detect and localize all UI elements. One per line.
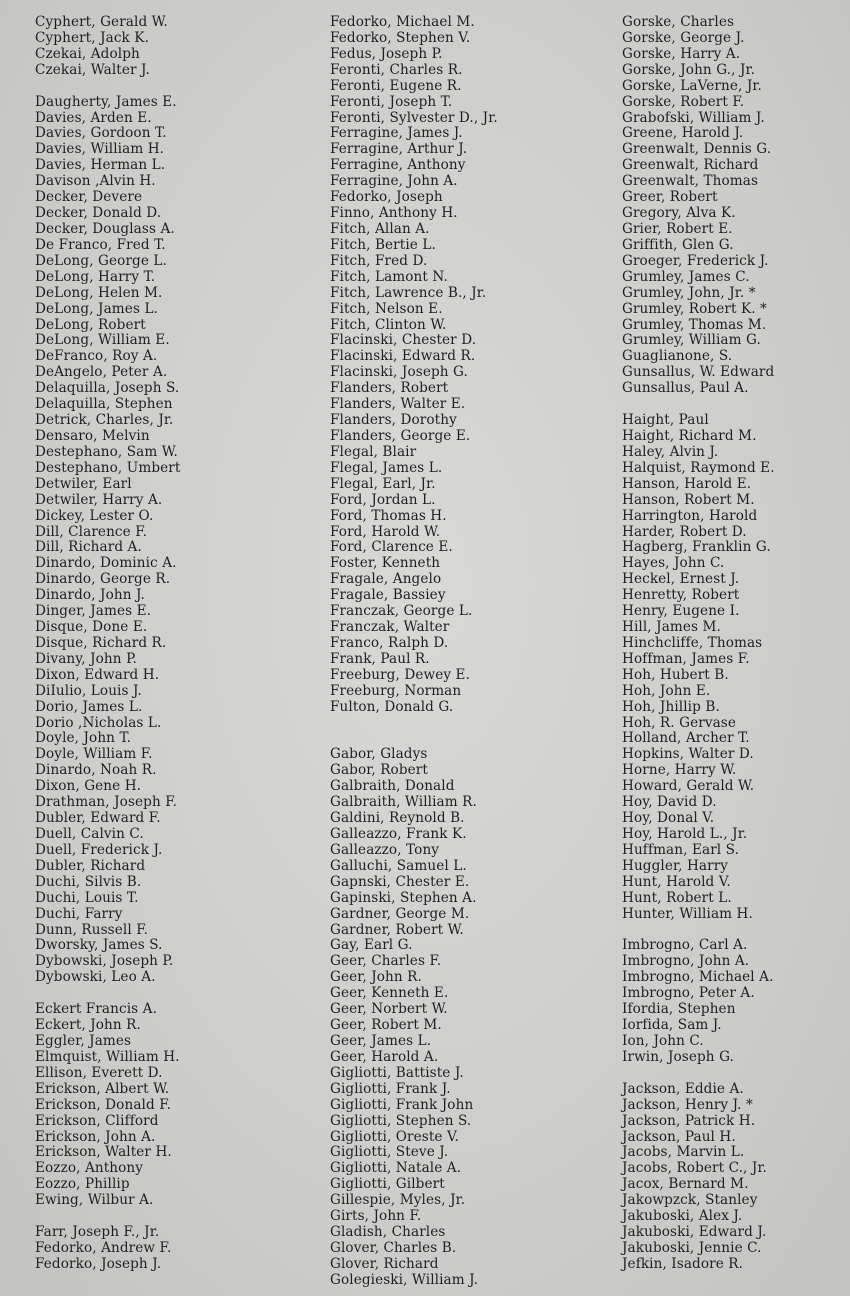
name-entry: Haight, Paul: [622, 412, 709, 429]
name-entry: Fitch, Lawrence B., Jr.: [330, 284, 487, 301]
name-entry: Decker, Donald D.: [35, 205, 162, 222]
name-entry: Gigliotti, Battiste J.: [330, 1064, 464, 1081]
name-entry: Franczak, Walter: [330, 619, 450, 636]
section-gap: [622, 1066, 775, 1082]
name-entry: Gorske, Charles: [622, 14, 735, 30]
name-entry: Hunter, William H.: [622, 905, 753, 922]
name-entry: De Franco, Fred T.: [35, 236, 166, 253]
name-entry: Eozzo, Anthony: [35, 1160, 144, 1177]
name-entry: Czekai, Walter J.: [35, 61, 150, 78]
name-entry: Geer, Charles F.: [330, 953, 442, 970]
name-entry: DeLong, James L.: [35, 300, 158, 317]
section-gap: [330, 716, 498, 732]
name-entry: Galdini, Reynold B.: [330, 810, 465, 827]
section-gap: [35, 79, 180, 95]
name-entry: Halquist, Raymond E.: [622, 459, 775, 476]
name-entry: Groeger, Frederick J.: [622, 252, 769, 269]
name-entry: Greer, Robert: [622, 189, 718, 206]
name-column-3: [622, 15, 775, 1273]
name-entry: Flegal, James L.: [330, 459, 443, 476]
name-entry: Gigliotti, Frank John: [330, 1096, 474, 1113]
name-entry: Foster, Kenneth: [330, 555, 441, 572]
name-entry: Dorio ,Nicholas L.: [35, 714, 162, 731]
name-entry: Galleazzo, Frank K.: [330, 826, 467, 843]
name-entry: Flanders, Robert: [330, 380, 449, 397]
name-entry: Ion, John C.: [622, 1033, 704, 1049]
name-entry: Flacinski, Joseph G.: [330, 364, 468, 381]
name-entry: Henretty, Robert: [622, 587, 740, 604]
name-entry: Disque, Richard R.: [35, 634, 167, 651]
name-entry: Franczak, George L.: [330, 603, 473, 620]
name-entry: Galbraith, Donald: [330, 778, 455, 795]
name-entry: Dinardo, John J.: [35, 587, 145, 604]
name-entry: Erickson, Walter H.: [35, 1144, 172, 1161]
name-entry: Ford, Jordan L.: [330, 491, 436, 508]
name-entry: Gregory, Alva K.: [622, 205, 736, 222]
name-entry: Jakuboski, Alex J.: [622, 1208, 743, 1225]
name-entry: Horne, Harry W.: [622, 762, 737, 779]
name-entry: Jacobs, Marvin L.: [622, 1144, 745, 1161]
name-entry: Grier, Robert E.: [622, 220, 733, 237]
name-entry: DiIulio, Louis J.: [35, 682, 142, 699]
section-gap: [622, 397, 775, 413]
name-entry: Gardner, Robert W.: [330, 921, 464, 938]
name-entry: Gabor, Robert: [330, 762, 428, 779]
name-entry: Hanson, Harold E.: [622, 475, 752, 492]
name-entry: Ferragine, Arthur J.: [330, 141, 468, 158]
name-entry: Fitch, Nelson E.: [330, 300, 443, 317]
name-entry: Flanders, Walter E.: [330, 396, 466, 413]
name-entry: Dixon, Edward H.: [35, 666, 160, 683]
name-entry: Dubler, Edward F.: [35, 810, 161, 827]
name-entry: Hanson, Robert M.: [622, 491, 755, 508]
name-entry: Duell, Calvin C.: [35, 826, 144, 843]
name-entry: Fedorko, Joseph: [330, 189, 443, 206]
name-entry: Davies, Arden E.: [35, 109, 152, 126]
name-entry: Grumley, James C.: [622, 268, 750, 285]
name-entry: Gigliotti, Steve J.: [330, 1144, 449, 1161]
name-entry: Hoffman, James F.: [622, 650, 750, 667]
name-entry: Harrington, Harold: [622, 507, 758, 524]
name-entry: Ferragine, Anthony: [330, 157, 466, 174]
name-entry: Davies, Herman L.: [35, 157, 166, 174]
name-entry: Fitch, Clinton W.: [330, 316, 447, 333]
name-entry: Doyle, John T.: [35, 730, 132, 747]
name-entry: Hill, James M.: [622, 619, 721, 636]
name-entry: Gorske, John G., Jr.: [622, 61, 756, 78]
name-entry: Flanders, George E.: [330, 427, 471, 444]
name-entry: Detwiler, Harry A.: [35, 491, 163, 508]
name-entry: Grumley, Robert K. *: [622, 300, 767, 317]
name-entry: Hopkins, Walter D.: [622, 746, 754, 763]
name-entry: Fitch, Bertie L.: [330, 236, 436, 253]
name-entry: Freeburg, Norman: [330, 682, 462, 699]
name-entry: Greenwalt, Dennis G.: [622, 141, 772, 158]
name-entry: Decker, Douglass A.: [35, 220, 175, 237]
name-entry: Ellison, Everett D.: [35, 1064, 163, 1081]
name-entry: Gardner, George M.: [330, 905, 470, 922]
name-entry: Dybowski, Joseph P.: [35, 953, 174, 970]
name-entry: Jacox, Bernard M.: [622, 1176, 749, 1193]
name-entry: Elmquist, William H.: [35, 1048, 180, 1065]
name-entry: Dinardo, George R.: [35, 571, 171, 588]
name-entry: Howard, Gerald W.: [622, 778, 755, 795]
name-entry: Harder, Robert D.: [622, 523, 747, 540]
name-entry: Daugherty, James E.: [35, 93, 177, 110]
name-entry: Galleazzo, Tony: [330, 841, 440, 858]
name-entry: Gigliotti, Stephen S.: [330, 1112, 472, 1129]
name-entry: Delaquilla, Stephen: [35, 396, 173, 413]
name-entry: Duell, Frederick J.: [35, 841, 163, 858]
name-entry: Gigliotti, Oreste V.: [330, 1128, 459, 1145]
name-entry: Gabor, Gladys: [330, 746, 428, 763]
name-entry: Grumley, Thomas M.: [622, 316, 767, 333]
name-entry: Dubler, Richard: [35, 857, 146, 874]
name-entry: Fitch, Fred D.: [330, 252, 428, 269]
name-list: [330, 15, 498, 1289]
name-entry: DeLong, George L.: [35, 252, 167, 269]
name-entry: Farr, Joseph F., Jr.: [35, 1224, 160, 1241]
name-entry: Fitch, Lamont N.: [330, 268, 448, 285]
name-entry: Gigliotti, Gilbert: [330, 1176, 445, 1193]
name-entry: Erickson, John A.: [35, 1128, 156, 1145]
name-entry: Doyle, William F.: [35, 746, 153, 763]
name-entry: Gorske, Harry A.: [622, 45, 741, 62]
name-entry: Decker, Devere: [35, 189, 143, 206]
name-entry: Drathman, Joseph F.: [35, 794, 178, 811]
name-entry: Hayes, John C.: [622, 555, 725, 572]
name-entry: Gorske, George J.: [622, 29, 745, 46]
name-entry: Imbrogno, Michael A.: [622, 969, 774, 986]
name-entry: Delaquilla, Joseph S.: [35, 380, 180, 397]
name-entry: Dill, Richard A.: [35, 539, 142, 556]
name-entry: Destephano, Sam W.: [35, 443, 178, 460]
name-entry: Feronti, Eugene R.: [330, 77, 462, 94]
name-entry: Ferragine, James J.: [330, 125, 463, 142]
name-entry: Geer, James L.: [330, 1033, 432, 1049]
name-entry: Hoy, Harold L., Jr.: [622, 826, 748, 843]
name-entry: Freeburg, Dewey E.: [330, 666, 470, 683]
name-entry: Jakuboski, Edward J.: [622, 1224, 767, 1241]
name-entry: Duchi, Silvis B.: [35, 873, 142, 890]
name-column-2: [330, 15, 498, 1289]
name-entry: Ford, Thomas H.: [330, 507, 447, 524]
name-entry: Fragale, Angelo: [330, 571, 442, 588]
name-entry: Fedus, Joseph P.: [330, 45, 443, 62]
name-entry: Galbraith, William R.: [330, 794, 477, 811]
name-entry: Iorfida, Sam J.: [622, 1017, 722, 1034]
name-entry: Glover, Charles B.: [330, 1239, 457, 1256]
name-entry: Hinchcliffe, Thomas: [622, 634, 763, 651]
name-list: [622, 15, 775, 1273]
name-entry: Fitch, Allan A.: [330, 220, 430, 237]
name-entry: Feronti, Sylvester D., Jr.: [330, 109, 498, 126]
name-entry: Erickson, Clifford: [35, 1112, 159, 1129]
name-entry: Detwiler, Earl: [35, 475, 132, 492]
name-entry: Gorske, Robert F.: [622, 93, 745, 110]
name-entry: Eckert, John R.: [35, 1017, 141, 1034]
name-entry: DeLong, Robert: [35, 316, 146, 333]
name-entry: Dybowski, Leo A.: [35, 969, 156, 986]
name-entry: Flegal, Earl, Jr.: [330, 475, 436, 492]
name-entry: Feronti, Joseph T.: [330, 93, 453, 110]
name-entry: Fedorko, Joseph J.: [35, 1255, 162, 1272]
name-entry: Greenwalt, Thomas: [622, 173, 759, 190]
name-entry: Grumley, John, Jr. *: [622, 284, 756, 301]
name-entry: Eckert Francis A.: [35, 1001, 157, 1018]
name-entry: Fragale, Bassiey: [330, 587, 446, 604]
name-entry: Hoh, John E.: [622, 682, 711, 699]
name-entry: Franco, Ralph D.: [330, 634, 449, 651]
name-entry: Haley, Alvin J.: [622, 443, 719, 460]
section-gap: [35, 1209, 180, 1225]
name-entry: Gigliotti, Natale A.: [330, 1160, 462, 1177]
name-entry: DeAngelo, Peter A.: [35, 364, 168, 381]
name-entry: Gay, Earl G.: [330, 937, 413, 954]
name-entry: Fedorko, Andrew F.: [35, 1239, 172, 1256]
name-entry: Ferragine, John A.: [330, 173, 458, 190]
name-entry: DeLong, William E.: [35, 332, 170, 349]
name-entry: Duchi, Farry: [35, 905, 123, 922]
name-entry: Galluchi, Samuel L.: [330, 857, 467, 874]
name-entry: Golegieski, William J.: [330, 1271, 479, 1288]
name-entry: Czekai, Adolph: [35, 45, 140, 62]
name-entry: Flacinski, Chester D.: [330, 332, 477, 349]
name-entry: Henry, Eugene I.: [622, 603, 740, 620]
name-entry: Greenwalt, Richard: [622, 157, 759, 174]
name-entry: Dinger, James E.: [35, 603, 152, 620]
name-entry: Gapnski, Chester E.: [330, 873, 470, 890]
name-entry: DeLong, Harry T.: [35, 268, 156, 285]
name-entry: Ewing, Wilbur A.: [35, 1192, 154, 1209]
name-entry: Griffith, Glen G.: [622, 236, 734, 253]
name-entry: Hoh, R. Gervase: [622, 714, 737, 731]
name-entry: Ifordia, Stephen: [622, 1001, 736, 1018]
name-entry: Frank, Paul R.: [330, 650, 430, 667]
name-entry: Heckel, Ernest J.: [622, 571, 740, 588]
name-entry: Hagberg, Franklin G.: [622, 539, 771, 556]
name-entry: Gunsallus, W. Edward: [622, 364, 775, 381]
name-entry: Fedorko, Michael M.: [330, 14, 475, 30]
name-entry: Gillespie, Myles, Jr.: [330, 1192, 466, 1209]
name-column-1: [35, 15, 180, 1273]
name-entry: Gorske, LaVerne, Jr.: [622, 77, 762, 94]
name-entry: Imbrogno, John A.: [622, 953, 750, 970]
name-entry: Irwin, Joseph G.: [622, 1048, 734, 1065]
name-entry: Ford, Clarence E.: [330, 539, 453, 556]
name-entry: Geer, Norbert W.: [330, 1001, 448, 1018]
name-entry: Jackson, Henry J. *: [622, 1096, 753, 1113]
name-entry: Cyphert, Jack K.: [35, 29, 149, 46]
name-entry: DeFranco, Roy A.: [35, 348, 158, 365]
name-entry: Hoy, Donal V.: [622, 810, 715, 827]
name-entry: Grumley, William G.: [622, 332, 761, 349]
name-entry: Flegal, Blair: [330, 443, 417, 460]
name-entry: Glover, Richard: [330, 1255, 439, 1272]
name-entry: Erickson, Donald F.: [35, 1096, 172, 1113]
name-entry: Dorio, James L.: [35, 698, 143, 715]
name-entry: Hunt, Harold V.: [622, 873, 731, 890]
section-gap: [35, 986, 180, 1002]
name-entry: Gigliotti, Frank J.: [330, 1080, 451, 1097]
name-entry: Guaglianone, S.: [622, 348, 733, 365]
name-entry: Geer, Harold A.: [330, 1048, 439, 1065]
name-entry: Duchi, Louis T.: [35, 889, 139, 906]
name-entry: Jackson, Paul H.: [622, 1128, 736, 1145]
name-entry: Jefkin, Isadore R.: [622, 1255, 744, 1272]
name-entry: Divany, John P.: [35, 650, 137, 667]
name-entry: Dill, Clarence F.: [35, 523, 148, 540]
name-entry: Hoh, Hubert B.: [622, 666, 729, 683]
name-entry: DeLong, Helen M.: [35, 284, 163, 301]
name-entry: Detrick, Charles, Jr.: [35, 412, 174, 429]
name-entry: Ford, Harold W.: [330, 523, 441, 540]
name-entry: Imbrogno, Peter A.: [622, 985, 755, 1002]
name-entry: Davison ,Alvin H.: [35, 173, 156, 190]
name-entry: Gladish, Charles: [330, 1224, 446, 1241]
name-entry: Finno, Anthony H.: [330, 205, 458, 222]
name-entry: Dixon, Gene H.: [35, 778, 142, 795]
name-entry: Girts, John F.: [330, 1208, 422, 1225]
name-entry: Gunsallus, Paul A.: [622, 380, 749, 397]
name-entry: Flacinski, Edward R.: [330, 348, 476, 365]
name-entry: Cyphert, Gerald W.: [35, 14, 168, 30]
name-entry: Dunn, Russell F.: [35, 921, 149, 938]
name-entry: Erickson, Albert W.: [35, 1080, 170, 1097]
name-entry: Imbrogno, Carl A.: [622, 937, 748, 954]
name-entry: Disque, Done E.: [35, 619, 148, 636]
name-entry: Eggler, James: [35, 1033, 132, 1049]
name-entry: Dickey, Lester O.: [35, 507, 154, 524]
name-entry: Jakowpzck, Stanley: [622, 1192, 758, 1209]
name-entry: Flanders, Dorothy: [330, 412, 457, 429]
name-entry: Grabofski, William J.: [622, 109, 765, 126]
name-entry: Densaro, Melvin: [35, 427, 150, 444]
name-entry: Holland, Archer T.: [622, 730, 750, 747]
name-entry: Greene, Harold J.: [622, 125, 744, 142]
name-entry: Davies, Gordoon T.: [35, 125, 167, 142]
name-entry: Geer, Robert M.: [330, 1017, 442, 1034]
name-entry: Dinardo, Noah R.: [35, 762, 157, 779]
name-entry: Haight, Richard M.: [622, 427, 757, 444]
name-entry: Huggler, Harry: [622, 857, 729, 874]
name-entry: Fulton, Donald G.: [330, 698, 454, 715]
name-entry: Jacobs, Robert C., Jr.: [622, 1160, 767, 1177]
name-entry: Hunt, Robert L.: [622, 889, 732, 906]
name-entry: Eozzo, Phillip: [35, 1176, 130, 1193]
name-entry: Geer, John R.: [330, 969, 422, 986]
name-entry: Hoy, David D.: [622, 794, 717, 811]
name-entry: Destephano, Umbert: [35, 459, 181, 476]
name-entry: Dworsky, James S.: [35, 937, 163, 954]
name-entry: Huffman, Earl S.: [622, 841, 740, 858]
name-entry: Jakuboski, Jennie C.: [622, 1239, 762, 1256]
name-entry: Davies, William H.: [35, 141, 165, 158]
section-gap: [330, 731, 498, 747]
name-entry: Jackson, Eddie A.: [622, 1080, 744, 1097]
name-entry: Geer, Kenneth E.: [330, 985, 449, 1002]
name-entry: Jackson, Patrick H.: [622, 1112, 756, 1129]
name-entry: Dinardo, Dominic A.: [35, 555, 177, 572]
name-entry: Fedorko, Stephen V.: [330, 29, 471, 46]
name-entry: Hoh, Jhillip B.: [622, 698, 720, 715]
section-gap: [622, 923, 775, 939]
name-entry: Gapinski, Stephen A.: [330, 889, 477, 906]
name-entry: Feronti, Charles R.: [330, 61, 463, 78]
name-list: [35, 15, 180, 1273]
